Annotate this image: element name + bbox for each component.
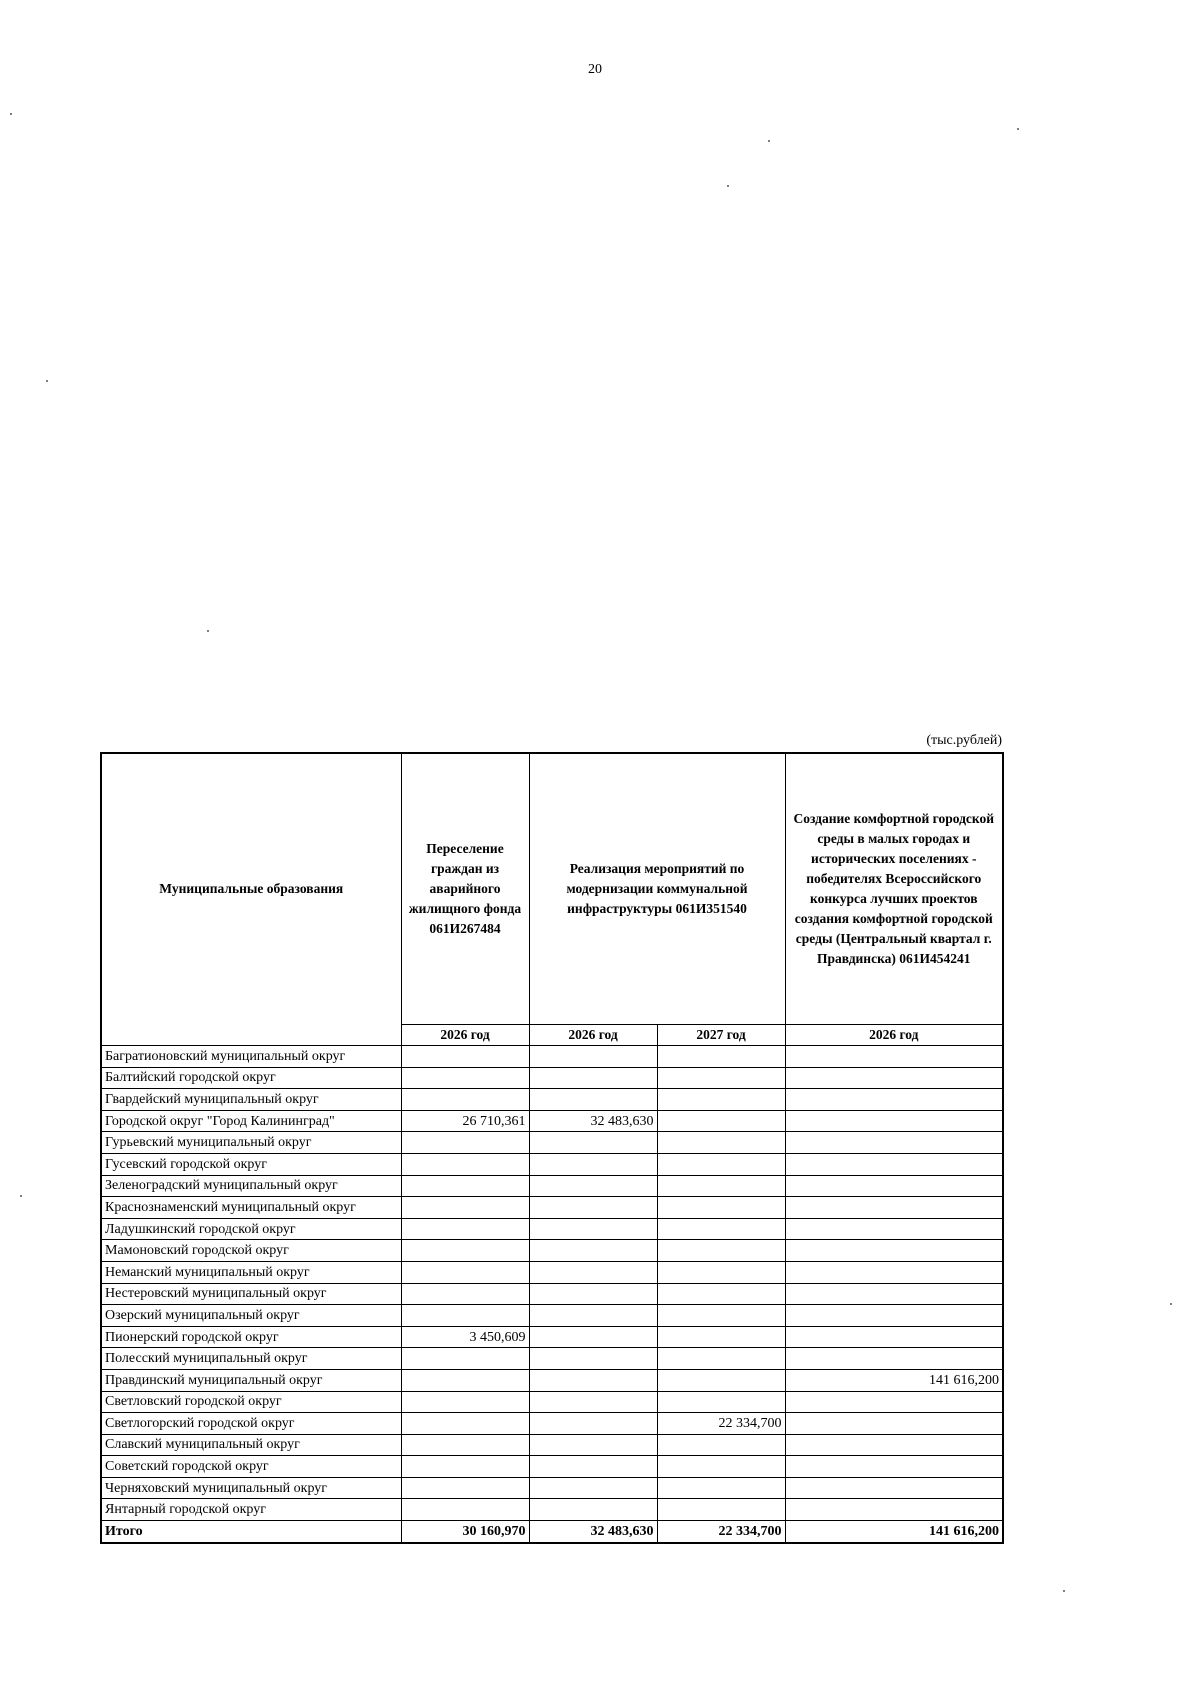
scan-speck bbox=[20, 1195, 22, 1197]
municipality-name: Светлогорский городской округ bbox=[101, 1413, 401, 1435]
value-cell-4 bbox=[785, 1326, 1003, 1348]
municipality-name: Полесский муниципальный округ bbox=[101, 1348, 401, 1370]
value-cell-1 bbox=[401, 1477, 529, 1499]
municipality-name: Советский городской округ bbox=[101, 1456, 401, 1478]
header-municipalities: Муниципальные образования bbox=[101, 753, 401, 1025]
municipality-name: Багратионовский муниципальный округ bbox=[101, 1046, 401, 1068]
value-cell-3 bbox=[657, 1305, 785, 1327]
value-cell-4 bbox=[785, 1305, 1003, 1327]
value-cell-1 bbox=[401, 1175, 529, 1197]
value-cell-3 bbox=[657, 1153, 785, 1175]
table-row bbox=[101, 1153, 1003, 1175]
value-cell-3 bbox=[657, 1326, 785, 1348]
scan-speck bbox=[1170, 1303, 1172, 1305]
value-cell-2 bbox=[529, 1434, 657, 1456]
value-cell-1 bbox=[401, 1391, 529, 1413]
value-cell-3 bbox=[657, 1391, 785, 1413]
value-cell-1 bbox=[401, 1089, 529, 1111]
value-cell-2 bbox=[529, 1456, 657, 1478]
value-cell-1 bbox=[401, 1434, 529, 1456]
value-cell-4 bbox=[785, 1413, 1003, 1435]
value-cell-2 bbox=[529, 1197, 657, 1219]
table-row bbox=[101, 1218, 1003, 1240]
value-cell-4 bbox=[785, 1434, 1003, 1456]
total-value-4: 141 616,200 bbox=[785, 1521, 1003, 1543]
year-header-1: 2026 год bbox=[401, 1025, 529, 1046]
municipality-name: Янтарный городской округ bbox=[101, 1499, 401, 1521]
scan-speck bbox=[46, 380, 48, 382]
value-cell-2 bbox=[529, 1283, 657, 1305]
value-cell-2 bbox=[529, 1089, 657, 1111]
table-row bbox=[101, 1175, 1003, 1197]
value-cell-3 bbox=[657, 1283, 785, 1305]
value-cell-4 bbox=[785, 1477, 1003, 1499]
table-body bbox=[101, 1046, 1003, 1543]
value-cell-2: 32 483,630 bbox=[529, 1110, 657, 1132]
value-cell-2 bbox=[529, 1046, 657, 1068]
municipality-name: Городской округ "Город Калининград" bbox=[101, 1110, 401, 1132]
municipality-name: Гусевский городской округ bbox=[101, 1153, 401, 1175]
table-row bbox=[101, 1089, 1003, 1111]
value-cell-4 bbox=[785, 1261, 1003, 1283]
value-cell-4 bbox=[785, 1197, 1003, 1219]
scan-speck bbox=[1017, 128, 1019, 130]
value-cell-1 bbox=[401, 1305, 529, 1327]
value-cell-4 bbox=[785, 1218, 1003, 1240]
municipality-name: Балтийский городской округ bbox=[101, 1067, 401, 1089]
table-row bbox=[101, 1283, 1003, 1305]
value-cell-3 bbox=[657, 1434, 785, 1456]
table-row bbox=[101, 1413, 1003, 1435]
value-cell-1: 26 710,361 bbox=[401, 1110, 529, 1132]
value-cell-2 bbox=[529, 1391, 657, 1413]
value-cell-1 bbox=[401, 1218, 529, 1240]
value-cell-3 bbox=[657, 1218, 785, 1240]
municipality-name: Мамоновский городской округ bbox=[101, 1240, 401, 1262]
value-cell-3 bbox=[657, 1089, 785, 1111]
value-cell-1: 3 450,609 bbox=[401, 1326, 529, 1348]
year-header-2: 2026 год bbox=[529, 1025, 657, 1046]
value-cell-4 bbox=[785, 1456, 1003, 1478]
value-cell-4 bbox=[785, 1153, 1003, 1175]
municipality-name: Правдинский муниципальный округ bbox=[101, 1369, 401, 1391]
value-cell-2 bbox=[529, 1348, 657, 1370]
page-number: 20 bbox=[588, 62, 602, 77]
table-row bbox=[101, 1434, 1003, 1456]
value-cell-1 bbox=[401, 1067, 529, 1089]
table-row bbox=[101, 1391, 1003, 1413]
value-cell-2 bbox=[529, 1153, 657, 1175]
value-cell-4 bbox=[785, 1110, 1003, 1132]
value-cell-4 bbox=[785, 1283, 1003, 1305]
table-row bbox=[101, 1326, 1003, 1348]
value-cell-4 bbox=[785, 1067, 1003, 1089]
value-cell-1 bbox=[401, 1348, 529, 1370]
municipality-name: Светловский городской округ bbox=[101, 1391, 401, 1413]
municipality-name: Гвардейский муниципальный округ bbox=[101, 1089, 401, 1111]
value-cell-2 bbox=[529, 1326, 657, 1348]
table-row bbox=[101, 1348, 1003, 1370]
value-cell-1 bbox=[401, 1197, 529, 1219]
value-cell-4 bbox=[785, 1175, 1003, 1197]
municipality-name: Неманский муниципальный округ bbox=[101, 1261, 401, 1283]
header-modernization: Реализация мероприятий по модернизации коммунальной инфраструктуры 061И351540 bbox=[529, 753, 785, 1025]
units-label: (тыс.рублей) bbox=[926, 733, 1002, 748]
year-header-3: 2027 год bbox=[657, 1025, 785, 1046]
value-cell-2 bbox=[529, 1305, 657, 1327]
value-cell-1 bbox=[401, 1283, 529, 1305]
value-cell-3 bbox=[657, 1261, 785, 1283]
table-row bbox=[101, 1046, 1003, 1068]
value-cell-1 bbox=[401, 1240, 529, 1262]
value-cell-4 bbox=[785, 1240, 1003, 1262]
header-municipalities-spacer bbox=[101, 1025, 401, 1046]
table-row bbox=[101, 1499, 1003, 1521]
value-cell-1 bbox=[401, 1132, 529, 1154]
table-row bbox=[101, 1197, 1003, 1219]
value-cell-2 bbox=[529, 1175, 657, 1197]
municipality-name: Гурьевский муниципальный округ bbox=[101, 1132, 401, 1154]
total-label: Итого bbox=[101, 1521, 401, 1543]
value-cell-2 bbox=[529, 1240, 657, 1262]
value-cell-1 bbox=[401, 1046, 529, 1068]
value-cell-3 bbox=[657, 1046, 785, 1068]
value-cell-3 bbox=[657, 1240, 785, 1262]
scan-speck bbox=[10, 113, 12, 115]
table-row bbox=[101, 1110, 1003, 1132]
value-cell-3 bbox=[657, 1477, 785, 1499]
municipality-name: Зеленоградский муниципальный округ bbox=[101, 1175, 401, 1197]
municipality-name: Славский муниципальный округ bbox=[101, 1434, 401, 1456]
table-row bbox=[101, 1477, 1003, 1499]
value-cell-3: 22 334,700 bbox=[657, 1413, 785, 1435]
value-cell-2 bbox=[529, 1369, 657, 1391]
value-cell-4 bbox=[785, 1391, 1003, 1413]
value-cell-4 bbox=[785, 1089, 1003, 1111]
scan-speck bbox=[727, 185, 729, 187]
value-cell-2 bbox=[529, 1413, 657, 1435]
total-row bbox=[101, 1521, 1003, 1543]
value-cell-3 bbox=[657, 1369, 785, 1391]
total-value-1: 30 160,970 bbox=[401, 1521, 529, 1543]
value-cell-4: 141 616,200 bbox=[785, 1369, 1003, 1391]
value-cell-2 bbox=[529, 1261, 657, 1283]
value-cell-3 bbox=[657, 1197, 785, 1219]
value-cell-3 bbox=[657, 1175, 785, 1197]
value-cell-1 bbox=[401, 1456, 529, 1478]
municipality-name: Нестеровский муниципальный округ bbox=[101, 1283, 401, 1305]
year-header-4: 2026 год bbox=[785, 1025, 1003, 1046]
municipality-name: Черняховский муниципальный округ bbox=[101, 1477, 401, 1499]
table-row bbox=[101, 1240, 1003, 1262]
value-cell-1 bbox=[401, 1413, 529, 1435]
value-cell-3 bbox=[657, 1110, 785, 1132]
value-cell-2 bbox=[529, 1067, 657, 1089]
header-comfort-environment: Создание комфортной городской среды в малых городах и исторических поселениях - победителях Всероссийского конкурса лучших проектов создания комфортной городской среды (Центральный квартал г. Правдинска) 061И454241 bbox=[785, 753, 1003, 1025]
value-cell-3 bbox=[657, 1067, 785, 1089]
value-cell-4 bbox=[785, 1499, 1003, 1521]
value-cell-4 bbox=[785, 1046, 1003, 1068]
total-value-3: 22 334,700 bbox=[657, 1521, 785, 1543]
value-cell-1 bbox=[401, 1261, 529, 1283]
value-cell-1 bbox=[401, 1153, 529, 1175]
value-cell-1 bbox=[401, 1499, 529, 1521]
value-cell-4 bbox=[785, 1348, 1003, 1370]
value-cell-4 bbox=[785, 1132, 1003, 1154]
value-cell-2 bbox=[529, 1132, 657, 1154]
table-row bbox=[101, 1132, 1003, 1154]
scan-speck bbox=[207, 630, 209, 632]
value-cell-3 bbox=[657, 1499, 785, 1521]
value-cell-2 bbox=[529, 1477, 657, 1499]
value-cell-3 bbox=[657, 1348, 785, 1370]
table-row bbox=[101, 1369, 1003, 1391]
value-cell-3 bbox=[657, 1132, 785, 1154]
scan-speck bbox=[1063, 1590, 1065, 1592]
value-cell-2 bbox=[529, 1218, 657, 1240]
value-cell-3 bbox=[657, 1456, 785, 1478]
header-resettlement: Переселение граждан из аварийного жилищного фонда 061И267484 bbox=[401, 753, 529, 1025]
table-row bbox=[101, 1261, 1003, 1283]
table-row bbox=[101, 1456, 1003, 1478]
value-cell-2 bbox=[529, 1499, 657, 1521]
scan-speck bbox=[768, 140, 770, 142]
budget-table bbox=[100, 752, 1004, 1544]
table-row bbox=[101, 1305, 1003, 1327]
value-cell-1 bbox=[401, 1369, 529, 1391]
table-row bbox=[101, 1067, 1003, 1089]
municipality-name: Озерский муниципальный округ bbox=[101, 1305, 401, 1327]
total-value-2: 32 483,630 bbox=[529, 1521, 657, 1543]
municipality-name: Пионерский городской округ bbox=[101, 1326, 401, 1348]
municipality-name: Краснознаменский муниципальный округ bbox=[101, 1197, 401, 1219]
municipality-name: Ладушкинский городской округ bbox=[101, 1218, 401, 1240]
